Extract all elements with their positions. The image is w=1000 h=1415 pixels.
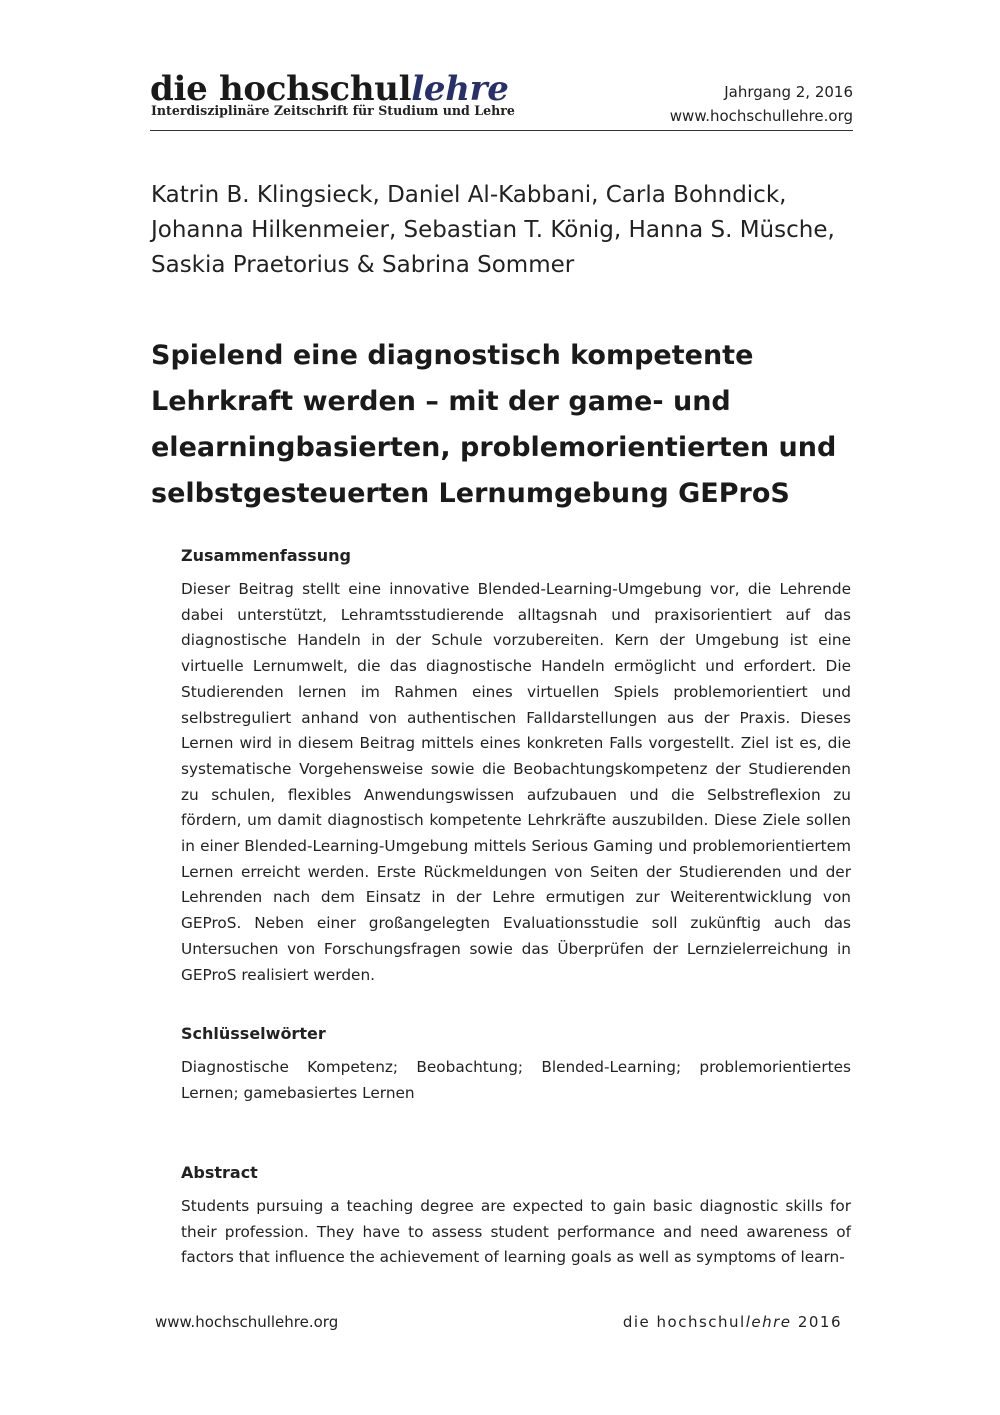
logo-main-text: die hochschul [150, 69, 412, 109]
volume-info: Jahrgang 2, 2016 [724, 83, 853, 101]
article-title: Spielend eine diagnostisch kompetente Lehrkraft werden – mit der game- und elearningbasierten, problemorientierten und selbstgesteuerten Lernumgebung GEProS [151, 340, 837, 509]
journal-header [150, 70, 853, 131]
abstract-text: Students pursuing a teaching degree are expected to gain basic diagnostic skills for their profession. They have to assess student performance and need awareness of factors that influence the achievement of learning goals as well as symptoms of learn- [181, 1197, 851, 1267]
footer-website: www.hochschullehre.org [155, 1313, 339, 1331]
footer-journal-italic: lehre [745, 1313, 792, 1331]
keywords-heading: Schlüsselwörter [181, 1024, 326, 1043]
author-list: Katrin B. Klingsieck, Daniel Al-Kabbani, Carla Bohndick, Johanna Hilkenmeier, Sebastian T. König, Hanna S. Müsche, Saskia Praetorius & Sabrina Sommer [151, 182, 835, 278]
keywords-text: Diagnostische Kompetenz; Beobachtung; Blended-Learning; problemorientiertes Lernen; gamebasiertes Lernen [181, 1058, 851, 1102]
summary-text: Dieser Beitrag stellt eine innovative Blended-Learning-Umgebung vor, die Lehrende dabei unterstützt, Lehramtsstudierende alltagsnah und praxisorientiert auf das diagnostische Handeln in der Schule vorzubereiten. Kern der Umgebung ist eine virtuelle Lernumwelt, die das diagnostische Handeln ermöglicht und erfordert. Die Studierenden lernen im Rahmen eines virtuellen Spiels problemorientiert und selbstreguliert anhand von authentischen Falldarstellungen aus der Praxis. Dieses Lernen wird in diesem Beitrag mittels eines konkreten Falls vorgestellt. Ziel ist es, die systematische Vorgehensweise sowie die Beobachtungskompetenz der Studierenden zu schulen, flexibles Anwendungswissen aufzubauen und die Selbstreflexion zu fördern, um damit diagnostisch kompetente Lehrkräfte auszubilden. Diese Ziele sollen in einer Blended-Learning-Umgebung mittels Serious Gaming und problemorientiertem Lernen erreicht werden. Erste Rückmeldungen von Seiten der Studierenden und der Lehrenden nach dem Einsatz in der Lehre ermutigen zur Weiterentwicklung von GEProS. Neben einer großangelegten Evaluationsstudie soll zukünftig auch das Untersuchen von Forschungsfragen sowie das Überprüfen der Lernzielerreichung in GEProS realisiert werden. [181, 580, 851, 984]
logo-italic-text: lehre [411, 69, 509, 109]
summary-heading: Zusammenfassung [181, 546, 351, 565]
header-website: www.hochschullehre.org [669, 107, 853, 125]
header-info [670, 80, 853, 128]
journal-subtitle: Interdisziplinäre Zeitschrift für Studium und Lehre [151, 103, 515, 118]
footer-journal [623, 1313, 842, 1331]
summary-section [181, 543, 851, 988]
keywords-section [181, 1021, 851, 1106]
footer-journal-main: die hochschul [622, 1313, 746, 1331]
footer-year: 2016 [797, 1313, 842, 1331]
abstract-heading: Abstract [181, 1163, 258, 1182]
abstract-section [181, 1160, 851, 1271]
